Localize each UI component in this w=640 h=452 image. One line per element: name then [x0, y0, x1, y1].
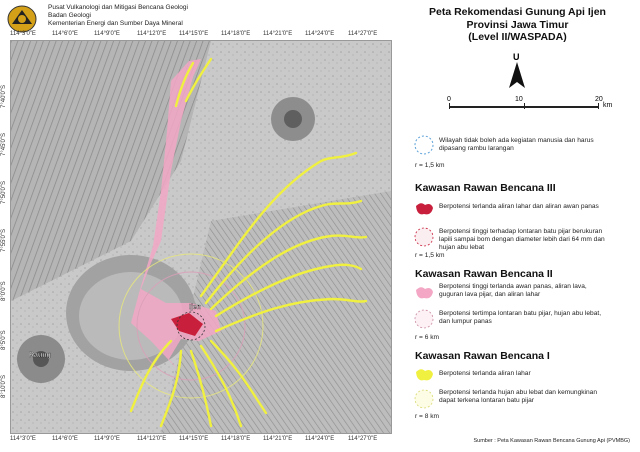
left-latitude-label: 8°0'0"S	[1, 281, 7, 301]
raung-label: Raung	[29, 352, 51, 359]
bottom-longitude-label: 114°6'0"E	[52, 436, 78, 442]
bottom-longitude-label: 114°18'0"E	[221, 436, 251, 442]
kawasan-1-item-2: Berpotensi terlanda hujan abu lebat dan kemungkinan dapat terkena lontaran batu pijar	[439, 389, 597, 404]
agency-names	[48, 4, 188, 29]
kawasan-1-flow-symbol	[413, 366, 435, 384]
northeast-volcano	[271, 97, 315, 141]
left-latitude-label: 7°55'0"S	[1, 228, 7, 252]
left-latitude-label: 7°40'0"S	[1, 84, 7, 108]
scale-bar	[447, 96, 613, 116]
left-latitude-label: 8°10'0"S	[1, 374, 7, 398]
kawasan-2-flow-symbol	[413, 284, 435, 302]
title-line-3: (Level II/WASPADA)	[468, 31, 567, 43]
bottom-longitude-label: 114°21'0"E	[263, 436, 293, 442]
legend-panel	[395, 0, 640, 452]
kawasan-2-item-1: Berpotensi tinggi terlanda awan panas, aliran lava, guguran lava pijar, dan aliran lahar	[439, 283, 587, 298]
top-longitude-label: 114°15'0"E	[179, 31, 209, 37]
kawasan-1-radius-symbol	[413, 388, 435, 410]
title-line-1: Peta Rekomendasi Gunung Api Ijen	[429, 6, 606, 18]
left-latitude-label: 8°5'0"S	[1, 330, 7, 350]
scale-tick-10: 10	[515, 96, 523, 103]
kawasan-3-radius: r = 1,5 km	[415, 252, 445, 259]
top-longitude-label: 114°6'0"E	[52, 31, 78, 37]
top-longitude-label: 114°3'0"E	[10, 31, 36, 37]
agency-line-3: Kementerian Energi dan Sumber Daya Mineral	[48, 20, 183, 28]
map-canvas	[11, 41, 391, 433]
scale-unit: km	[603, 102, 613, 109]
kawasan-3-radius-symbol	[413, 226, 435, 248]
restricted-zone-symbol	[413, 134, 435, 156]
kawasan-3-item-1: Berpotensi terlanda aliran lahar dan aliran awan panas	[439, 203, 599, 210]
bottom-longitude-label: 114°12'0"E	[137, 436, 167, 442]
kawasan-2-heading: Kawasan Rawan Bencana II	[415, 268, 553, 280]
restricted-zone-radius: r = 1,5 km	[415, 162, 445, 169]
map-title	[395, 6, 640, 44]
top-longitude-label: 114°21'0"E	[263, 31, 293, 37]
north-arrow-icon	[508, 62, 526, 90]
north-label: U	[513, 52, 520, 62]
top-longitude-label: 114°12'0"E	[137, 31, 167, 37]
kawasan-2-radius-symbol	[413, 308, 435, 330]
left-latitude-label: 7°50'0"S	[1, 180, 7, 204]
bottom-longitude-label: 114°9'0"E	[94, 436, 120, 442]
scale-tick-0: 0	[447, 96, 451, 103]
bottom-longitude-label: 114°3'0"E	[10, 436, 36, 442]
restricted-zone-text: Wilayah tidak boleh ada kegiatan manusia dan harus dipasang rambu larangan	[439, 137, 594, 152]
bottom-longitude-label: 114°15'0"E	[179, 436, 209, 442]
bottom-longitude-label: 114°24'0"E	[305, 436, 335, 442]
kawasan-1-radius: r = 8 km	[415, 413, 439, 420]
top-longitude-label: 114°27'0"E	[348, 31, 378, 37]
bottom-longitude-label: 114°27'0"E	[348, 436, 378, 442]
hazard-map[interactable]	[10, 40, 392, 434]
agency-line-2: Badan Geologi	[48, 12, 92, 20]
kawasan-3-heading: Kawasan Rawan Bencana III	[415, 182, 556, 194]
top-longitude-label: 114°18'0"E	[221, 31, 251, 37]
esdm-logo	[6, 4, 38, 34]
kawasan-1-heading: Kawasan Rawan Bencana I	[415, 350, 550, 362]
raung-volcano	[17, 335, 65, 383]
left-latitude-label: 7°45'0"S	[1, 132, 7, 156]
source-note: Sumber : Peta Kawasan Rawan Bencana Gunung Api (PVMBG)	[473, 438, 630, 444]
kawasan-3-flow-symbol	[413, 200, 435, 218]
ijen-label: Ijen	[189, 304, 202, 311]
scale-tick-20: 20	[595, 96, 603, 103]
top-longitude-label: 114°24'0"E	[305, 31, 335, 37]
kawasan-3-item-2: Berpotensi tinggi terhadap lontaran batu pijar berukuran lapili sampai bom dengan diameter lebih dari 64 mm dan hujan abu lebat	[439, 228, 605, 251]
top-longitude-label: 114°9'0"E	[94, 31, 120, 37]
title-line-2: Provinsi Jawa Timur	[466, 18, 569, 31]
kawasan-1-item-1: Berpotensi terlanda aliran lahar	[439, 370, 531, 377]
kawasan-2-radius: r = 6 km	[415, 334, 439, 341]
kawasan-2-item-2: Berpotensi tertimpa lontaran batu pijar, hujan abu lebat, dan lumpur panas	[439, 310, 602, 325]
agency-line-1: Pusat Vulkanologi dan Mitigasi Bencana Geologi	[48, 4, 188, 11]
